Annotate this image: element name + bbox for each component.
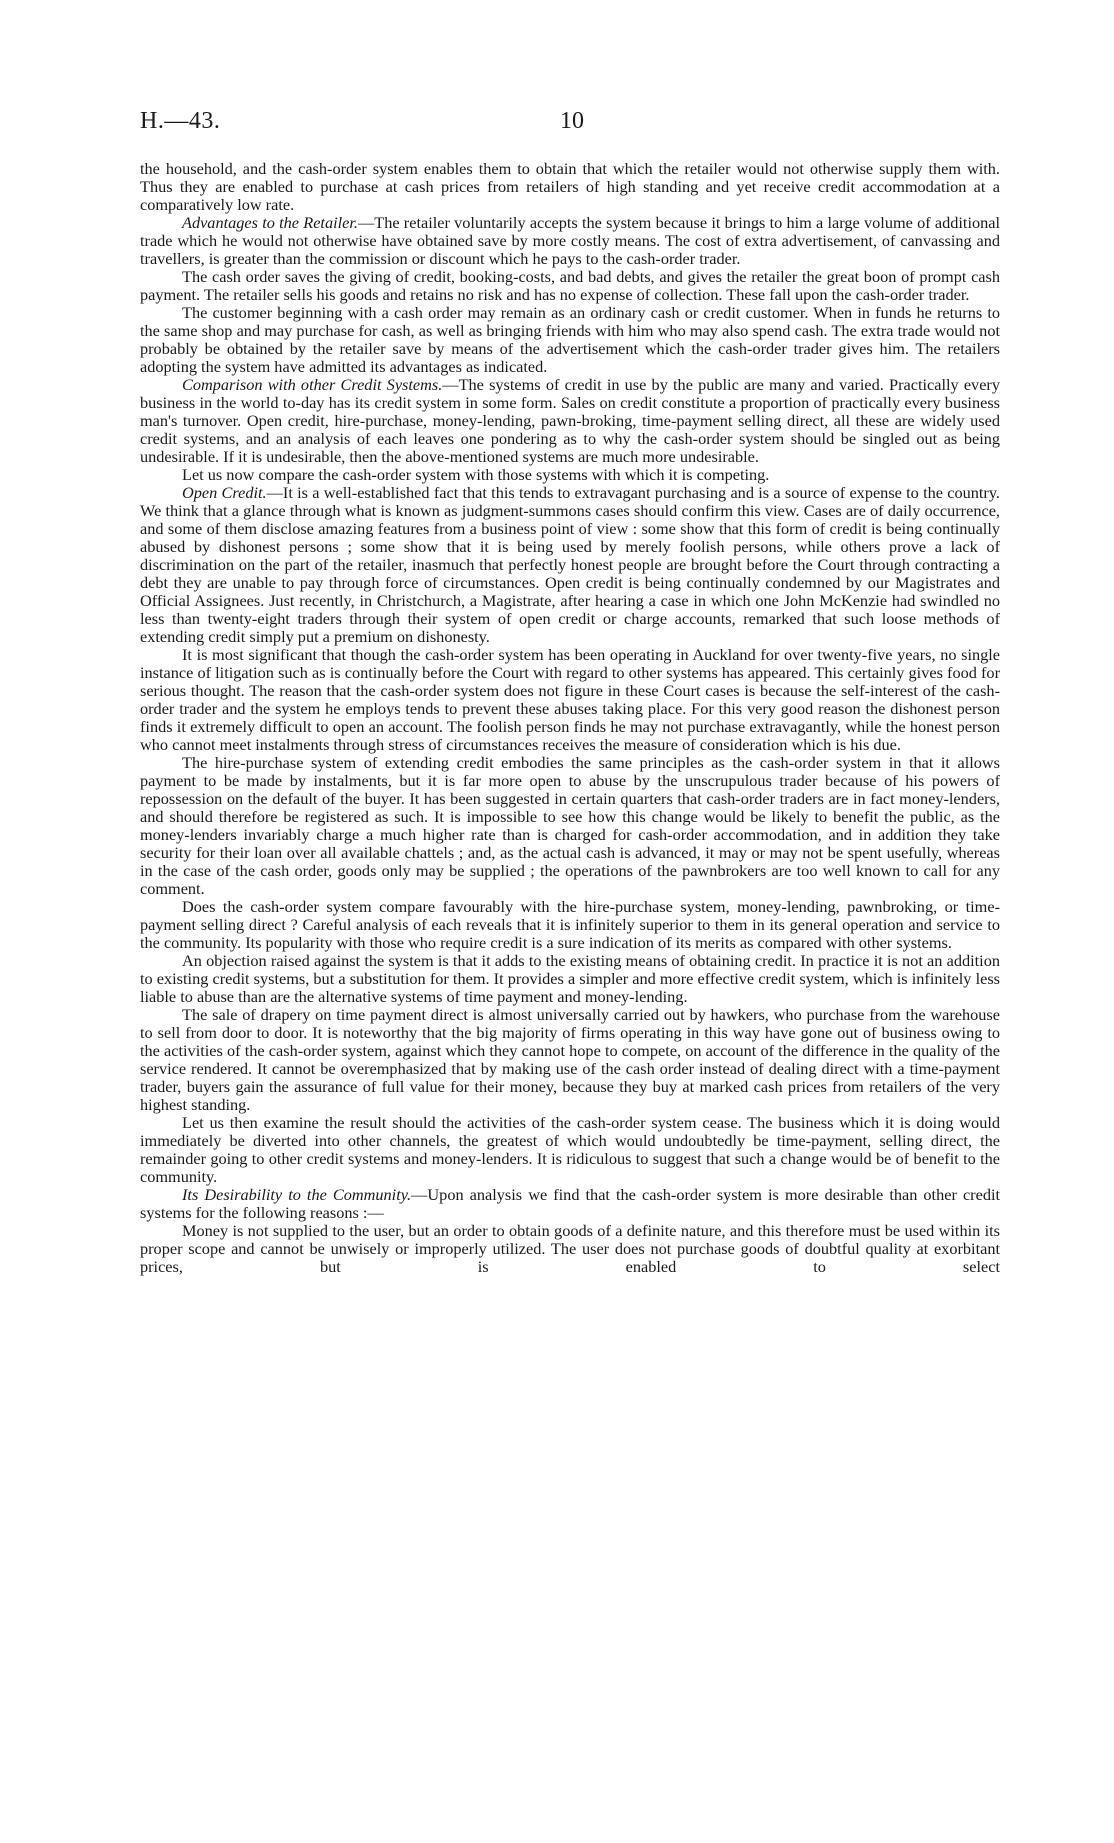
- paragraph: [140, 466, 1000, 484]
- paragraph-text: The cash order saves the giving of credit, booking-costs, and bad debts, and gives the retailer the great boon of prompt cash payment. The retailer sells his goods and retains no risk and has no expense of collection. These fall upon the cash-order trader.: [140, 267, 1000, 304]
- paragraph-text: —Upon analysis we find that the cash-order system is more desirable than other credit systems for the following reasons :—: [140, 1185, 1001, 1222]
- paragraph: [140, 160, 1000, 214]
- paragraph: [140, 646, 1000, 754]
- paragraph-text: Let us then examine the result should the activities of the cash-order system cease. The business which it is doing would immediately be diverted into other channels, the greatest of which would undoubtedly be time-payment, selling direct, the remainder going to other credit systems and money-lenders. It is ridiculous to suggest that such a change would be of benefit to the community.: [140, 1113, 1000, 1186]
- paragraph: [140, 1114, 1000, 1186]
- paragraph-text: —It is a well-established fact that this tends to extravagant purchasing and is a source of expense to the country. We think that a glance through what is known as judgment-summons cases should confirm this view. Cases are of daily occurrence, and some of them disclose amazing features from a business point of view : some show that this form of credit is being continually abused by dishonest persons ; some show that it is being used by merely foolish persons, while others prove a lack of discrimination on the part of the retailer, inasmuch that perfectly honest people are brought before the Court through contracting a debt they are unable to pay through force of circumstances. Open credit is being continually condemned by our Magistrates and Official Assignees. Just recently, in Christchurch, a Magistrate, after hearing a case in which one John McKenzie had swindled no less than twenty-eight traders through their system of open credit or charge accounts, remarked that such loose methods of extending credit simply put a premium on dishonesty.: [140, 483, 1000, 646]
- paragraph: [140, 214, 1000, 268]
- paragraph: [140, 484, 1000, 646]
- paragraph-heading: Advantages to the Retailer.: [182, 213, 358, 232]
- paragraph-heading: Open Credit.: [182, 483, 267, 502]
- paragraph-text: The customer beginning with a cash order may remain as an ordinary cash or credit customer. When in funds he returns to the same shop and may purchase for cash, as well as bringing friends with him who may also spend cash. The extra trade would not probably be obtained by the retailer save by means of the advertisement which the cash-order trader gives him. The retailers adopting the system have admitted its advantages as indicated.: [140, 303, 1000, 376]
- document-reference: H.—43.: [140, 108, 221, 134]
- paragraph: [140, 952, 1000, 1006]
- paragraph-text: The hire-purchase system of extending credit embodies the same principles as the cash-order system in that it allows payment to be made by instalments, but it is far more open to abuse by the unscrupulous trader because of his powers of repossession on the default of the buyer. It has been suggested in certain quarters that cash-order traders are in fact money-lenders, and should therefore be registered as such. It is impossible to see how this change would be likely to benefit the public, as the money-lenders invariably charge a much higher rate than is charged for cash-order accommodation, and in addition they take security for their loan over all available chattels ; and, as the actual cash is advanced, it may or may not be spent usefully, whereas in the case of the cash order, goods only may be supplied ; the operations of the pawnbrokers are too well known to call for any comment.: [140, 753, 1000, 898]
- paragraph-heading: Comparison with other Credit Systems.: [182, 375, 443, 394]
- paragraph-text: —The retailer voluntarily accepts the system because it brings to him a large volume of additional trade which he would not otherwise have obtained save by more costly means. The cost of extra advertisement, of canvassing and travellers, is greater than the commission or discount which he pays to the cash-order trader.: [140, 213, 1001, 268]
- paragraph-heading: Its Desirability to the Community.: [182, 1185, 412, 1204]
- paragraph-text: The sale of drapery on time payment direct is almost universally carried out by hawkers, who purchase from the warehouse to sell from door to door. It is noteworthy that the big majority of firms operating in this way have gone out of business owing to the activities of the cash-order system, against which they cannot hope to compete, on account of the difference in the quality of the service rendered. It cannot be overemphasized that by making use of the cash order instead of dealing direct with a time-payment trader, buyers gain the assurance of full value for their money, because they buy at marked cash prices from retailers of the very highest standing.: [140, 1005, 1000, 1114]
- paragraph-text: Let us now compare the cash-order system with those systems with which it is competing.: [182, 465, 770, 484]
- page-header: [140, 108, 1000, 138]
- paragraph-text: Money is not supplied to the user, but an order to obtain goods of a definite nature, and this therefore must be used within its proper scope and cannot be unwisely or improperly utilized. The user does not purchase goods of doubtful quality at exorbitant prices, but is enabled to select: [140, 1221, 1000, 1276]
- paragraph: [140, 1222, 1000, 1276]
- paragraph: [140, 1006, 1000, 1114]
- paragraph: [140, 268, 1000, 304]
- paragraph: [140, 1186, 1000, 1222]
- paragraph: [140, 754, 1000, 898]
- paragraph-text: An objection raised against the system is that it adds to the existing means of obtaining credit. In practice it is not an addition to existing credit systems, but a substitution for them. It provides a simpler and more effective credit system, which is infinitely less liable to abuse than are the alternative systems of time payment and money-lending.: [140, 951, 1000, 1006]
- page-number: 10: [560, 108, 584, 134]
- paragraph-text: Does the cash-order system compare favourably with the hire-purchase system, money-lending, pawnbroking, or time-payment selling direct ? Careful analysis of each reveals that it is infinitely superior to them in its general operation and service to the community. Its popularity with those who require credit is a sure indication of its merits as compared with other systems.: [140, 897, 1000, 952]
- paragraph: [140, 376, 1000, 466]
- paragraph: [140, 304, 1000, 376]
- paragraph-text: the household, and the cash-order system enables them to obtain that which the retailer would not otherwise supply them with. Thus they are enabled to purchase at cash prices from retailers of high standing and yet receive credit accommodation at a comparatively low rate.: [140, 159, 1000, 214]
- paragraph-text: It is most significant that though the cash-order system has been operating in Auckland for over twenty-five years, no single instance of litigation such as is continually before the Court with regard to other systems has appeared. This certainly gives food for serious thought. The reason that the cash-order system does not figure in these Court cases is because the self-interest of the cash-order trader and the system he employs tends to prevent these abuses taking place. For this very good reason the dishonest person finds it extremely difficult to open an account. The foolish person finds he may not purchase extravagantly, while the honest person who cannot meet instalments through stress of circumstances receives the measure of consideration which is his due.: [140, 645, 1000, 754]
- paragraph: [140, 898, 1000, 952]
- paragraph-text: —The systems of credit in use by the public are many and varied. Practically every business in the world to-day has its credit system in some form. Sales on credit constitute a proportion of practically every business man's turnover. Open credit, hire-purchase, money-lending, pawn-broking, time-payment selling direct, all these are widely used credit systems, and an analysis of each leaves one pondering as to why the cash-order system should be singled out as being undesirable. If it is undesirable, then the above-mentioned systems are much more undesirable.: [140, 375, 1000, 466]
- body-text: [140, 160, 1000, 1276]
